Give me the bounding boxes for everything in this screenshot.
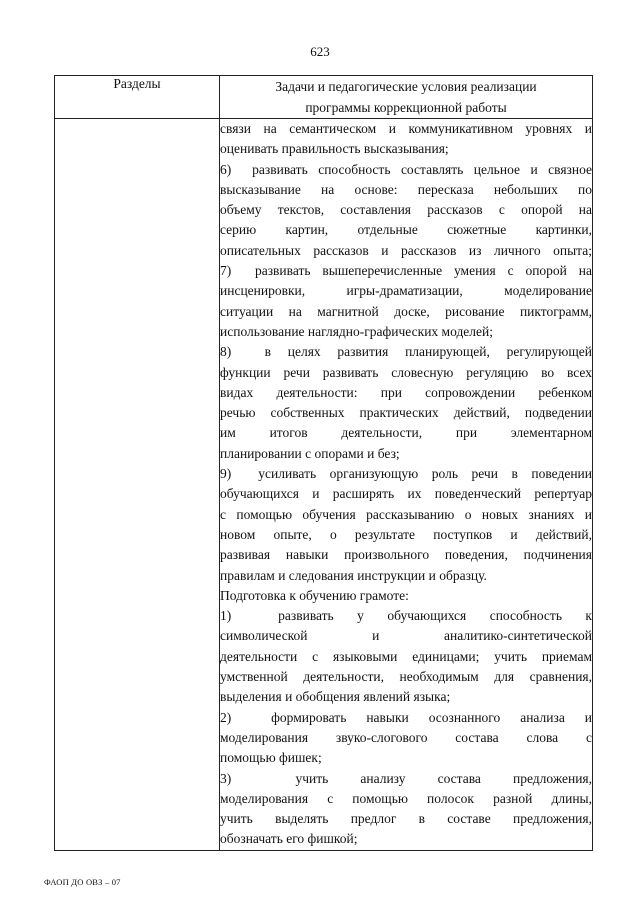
text-line: выделения и обобщения явлений языка;: [220, 689, 451, 705]
program-table: [54, 75, 593, 851]
text-line: им итогов деятельности, при элементарном: [220, 425, 592, 441]
sections-cell: [55, 119, 220, 851]
text-line: использование наглядно-графических моделей;: [220, 323, 494, 339]
text-line: символической и аналитико-синтетической: [220, 628, 592, 644]
text-line: 1) развивать у обучающихся способность к: [220, 608, 592, 624]
document-footer: ФАОП ДО ОВЗ – 07: [44, 877, 121, 887]
text-line: описательных рассказов и рассказов из личного опыта;: [220, 242, 592, 258]
text-line: обучающихся и расширять их поведенческий репертуар: [220, 486, 592, 502]
text-line: деятельности с языковыми единицами; учить приемам: [220, 648, 592, 664]
table-row: [55, 119, 593, 851]
text-line: 2) формировать навыки осознанного анализа и: [220, 709, 592, 725]
text-line: 9) усиливать организующую роль речи в поведении: [220, 466, 592, 482]
text-line: обозначать его фишкой;: [220, 831, 358, 847]
page-number: 623: [310, 44, 330, 59]
text-line: объему текстов, составления рассказов с опорой на: [220, 202, 592, 218]
text-line: инсценировки, игры-драматизации, моделирование: [220, 283, 592, 299]
text-line: речью собственных практических действий, подведении: [220, 405, 592, 421]
text-line: функции речи развивать словесную регуляцию во всех: [220, 364, 592, 380]
header-tasks-line2: программы коррекционной работы: [305, 100, 507, 115]
text-line: связи на семантическом и коммуникативном уровнях и: [220, 121, 592, 136]
text-line: 3) учить анализу состава предложения,: [220, 770, 592, 786]
tasks-text: [220, 119, 592, 850]
table-header-row: [55, 76, 593, 119]
tasks-cell: [220, 119, 593, 851]
text-line: моделирования звуко-слогового состава слова с: [220, 729, 592, 745]
text-line: новом опыте, о результате поступков и действий,: [220, 526, 592, 542]
header-tasks-line1: Задачи и педагогические условия реализации: [275, 79, 537, 94]
text-line: Подготовка к обучению грамоте:: [220, 587, 409, 603]
text-line: с помощью обучения рассказыванию о новых знаниях и: [220, 506, 592, 522]
header-tasks: [220, 76, 593, 119]
text-line: высказывание на основе: пересказа небольших по: [220, 181, 592, 197]
text-line: 7) развивать вышеперечисленные умения с опорой на: [220, 263, 592, 279]
text-line: правилам и следования инструкции и образцу.: [220, 567, 487, 583]
text-line: помощью фишек;: [220, 750, 322, 766]
text-line: умственной деятельности, необходимым для сравнения,: [220, 669, 592, 685]
text-line: серию картин, отдельные сюжетные картинки,: [220, 222, 592, 238]
text-line: моделирования с помощью полосок разной длины,: [220, 790, 592, 806]
text-line: развивая навыки произвольного поведения, подчинения: [220, 547, 592, 563]
text-line: оценивать правильность высказывания;: [220, 141, 449, 157]
text-line: планировании с опорами и без;: [220, 445, 400, 461]
text-line: 8) в целях развития планирующей, регулирующей: [220, 344, 592, 360]
text-line: учить выделять предлог в составе предложения,: [220, 811, 592, 827]
text-line: 6) развивать способность составлять цельное и связное: [220, 161, 592, 177]
header-sections: [55, 76, 220, 119]
text-line: видах деятельности: при сопровождении ребенком: [220, 384, 592, 400]
header-sections-label: Разделы: [113, 76, 161, 91]
text-line: ситуации на магнитной доске, рисование пиктограмм,: [220, 303, 592, 319]
